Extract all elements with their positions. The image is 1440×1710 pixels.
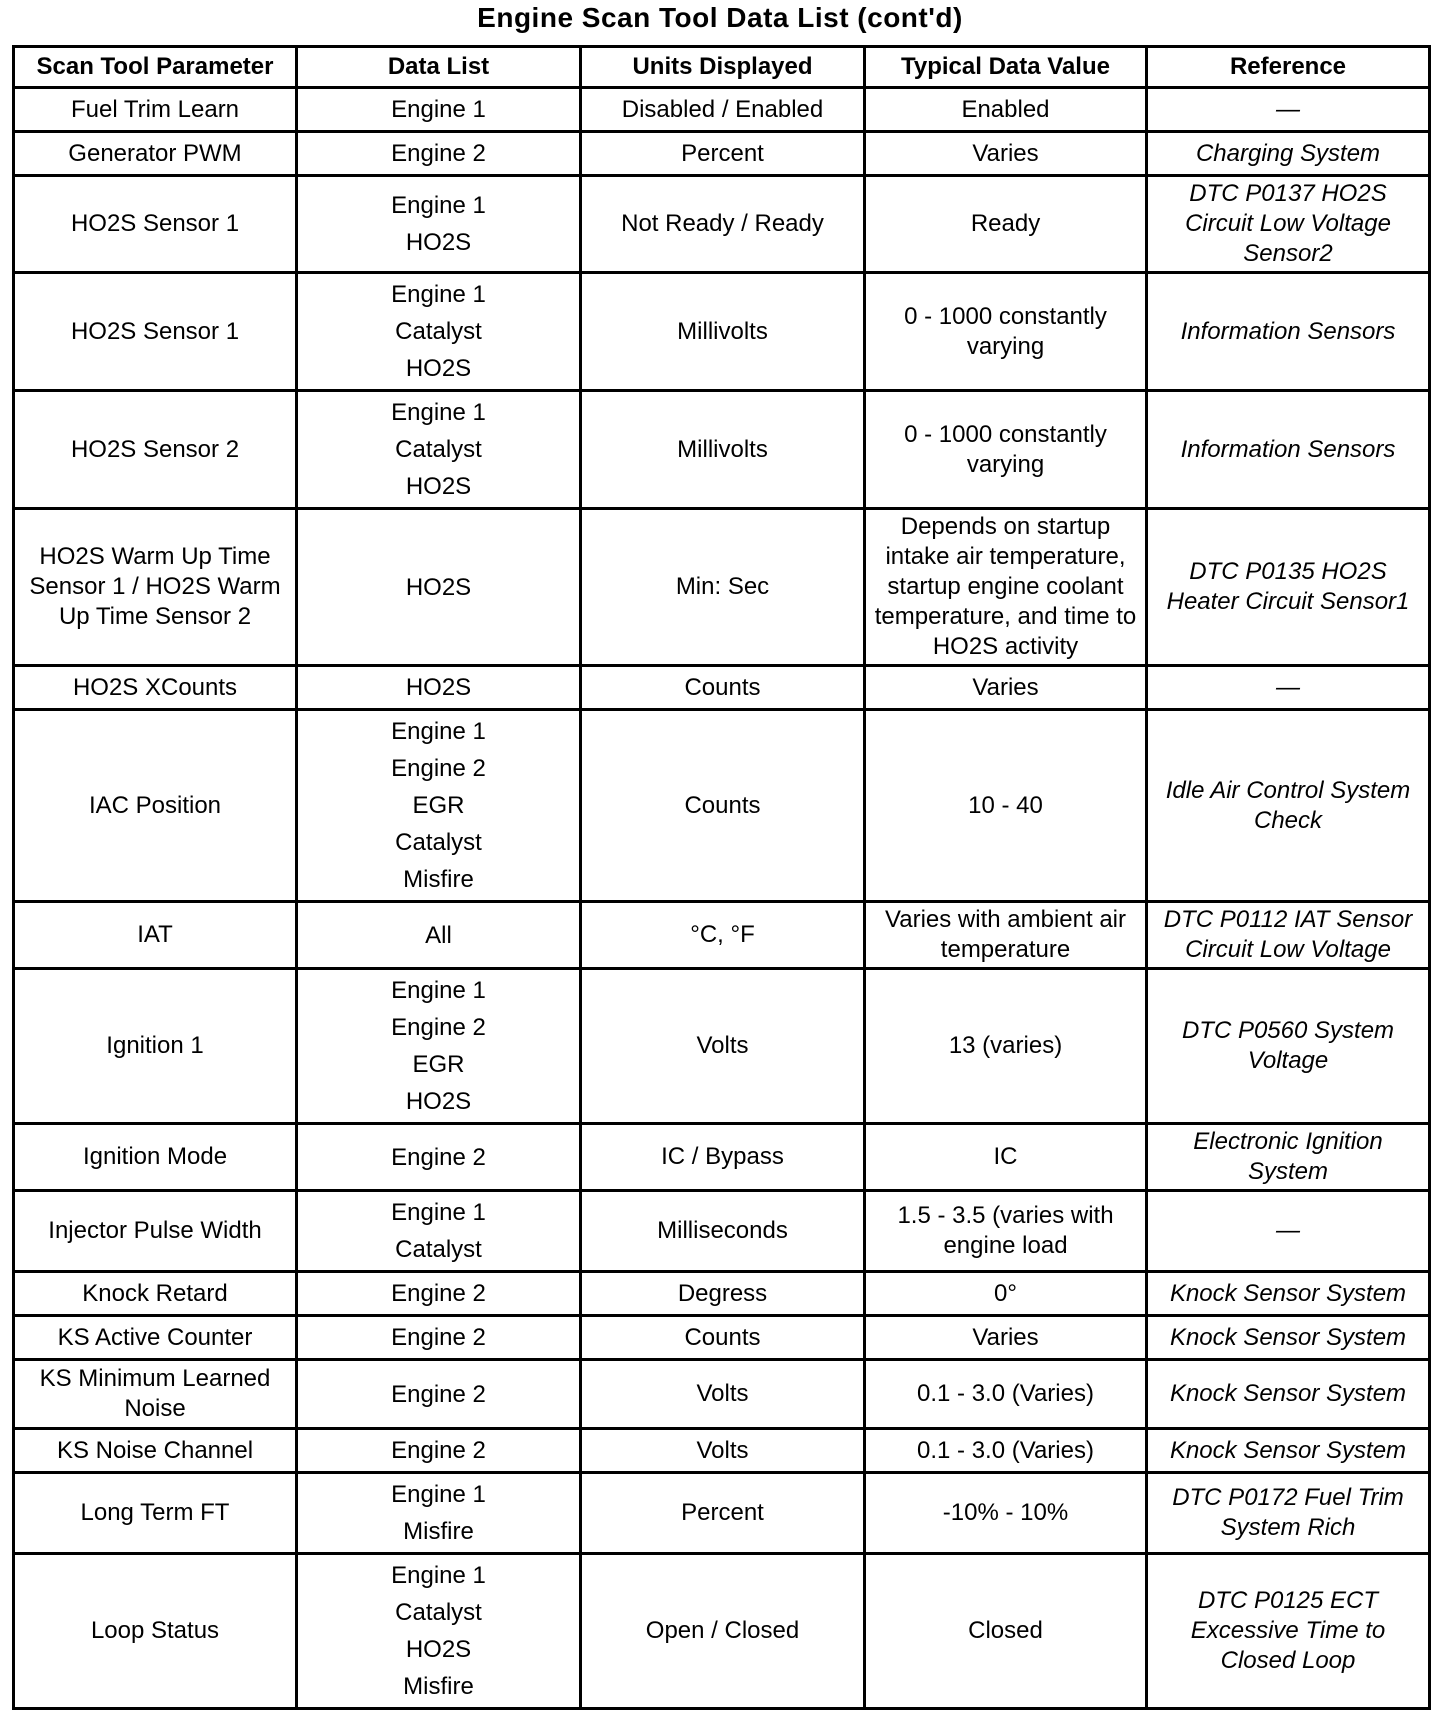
- typical-value-cell: 0.1 - 3.0 (Varies): [865, 1429, 1147, 1473]
- param-cell: Ignition 1: [14, 969, 297, 1124]
- units-cell: Degress: [581, 1272, 865, 1316]
- reference-cell: Knock Sensor System: [1147, 1272, 1430, 1316]
- units-cell: Volts: [581, 1429, 865, 1473]
- table-row: [14, 1554, 1430, 1709]
- param-cell: HO2S Sensor 1: [14, 273, 297, 391]
- param-cell: HO2S Sensor 1: [14, 176, 297, 273]
- units-cell: Min: Sec: [581, 509, 865, 666]
- reference-cell: —: [1147, 1191, 1430, 1272]
- typical-value-cell: 0.1 - 3.0 (Varies): [865, 1360, 1147, 1429]
- data-list-entry: All: [425, 921, 452, 949]
- reference-cell: Information Sensors: [1147, 273, 1430, 391]
- reference-cell: DTC P0560 System Voltage: [1147, 969, 1430, 1124]
- data-list-entry: Engine 1: [391, 1481, 486, 1508]
- reference-cell: Knock Sensor System: [1147, 1429, 1430, 1473]
- data-list-cell: [297, 391, 581, 509]
- data-list-entry: HO2S: [405, 355, 472, 382]
- data-list-entry: HO2S: [405, 674, 472, 701]
- data-list-entry: Engine 2: [391, 1143, 486, 1171]
- param-cell: IAC Position: [14, 710, 297, 902]
- header-typical-data-value: Typical Data Value: [865, 47, 1147, 88]
- data-list-entry: Engine 2: [391, 755, 486, 782]
- data-list-entry: Engine 1: [391, 1562, 486, 1589]
- data-list-entry: Catalyst: [395, 436, 482, 463]
- data-list-entry: Engine 1: [391, 977, 486, 1004]
- typical-value-cell: 13 (varies): [865, 969, 1147, 1124]
- units-cell: Counts: [581, 1316, 865, 1360]
- table-row: [14, 1191, 1430, 1272]
- param-cell: KS Active Counter: [14, 1316, 297, 1360]
- header-scan-tool-parameter: Scan Tool Parameter: [14, 47, 297, 88]
- table-row: [14, 1124, 1430, 1191]
- units-cell: Percent: [581, 132, 865, 176]
- table-body: [14, 88, 1430, 1709]
- table-row: [14, 273, 1430, 391]
- param-cell: Generator PWM: [14, 132, 297, 176]
- data-list-entry: Engine 1: [391, 192, 486, 219]
- data-list-entry: Engine 2: [391, 1280, 486, 1307]
- data-list-entry: Engine 2: [391, 1437, 486, 1464]
- units-cell: Volts: [581, 1360, 865, 1429]
- param-cell: HO2S Warm Up Time Sensor 1 / HO2S Warm Up Time Sensor 2: [14, 509, 297, 666]
- reference-cell: Information Sensors: [1147, 391, 1430, 509]
- data-list-cell: [297, 273, 581, 391]
- param-cell: Knock Retard: [14, 1272, 297, 1316]
- data-list-entry: HO2S: [405, 1088, 472, 1115]
- param-cell: Loop Status: [14, 1554, 297, 1709]
- typical-value-cell: 0 - 1000 constantly varying: [865, 273, 1147, 391]
- scan-tool-data-table: [12, 45, 1431, 1710]
- data-list-entry: EGR: [412, 792, 465, 819]
- data-list-cell: [297, 1473, 581, 1554]
- data-list-entry: Engine 2: [391, 1324, 486, 1351]
- data-list-cell: [297, 1429, 581, 1473]
- param-cell: Long Term FT: [14, 1473, 297, 1554]
- data-list-cell: [297, 969, 581, 1124]
- data-list-entry: HO2S: [405, 473, 472, 500]
- data-list-entry: Engine 1: [391, 718, 486, 745]
- page-title: Engine Scan Tool Data List (cont'd): [477, 2, 963, 33]
- typical-value-cell: Depends on startup intake air temperature, startup engine coolant temperature, and time to HO2S activity: [865, 509, 1147, 666]
- reference-cell: Idle Air Control System Check: [1147, 710, 1430, 902]
- data-list-entry: HO2S: [405, 573, 472, 601]
- table-row: [14, 666, 1430, 710]
- typical-value-cell: Varies: [865, 666, 1147, 710]
- data-list-entry: Engine 1: [391, 96, 486, 123]
- param-cell: IAT: [14, 902, 297, 969]
- units-cell: Open / Closed: [581, 1554, 865, 1709]
- units-cell: Not Ready / Ready: [581, 176, 865, 273]
- units-cell: Millivolts: [581, 273, 865, 391]
- data-list-entry: EGR: [412, 1051, 465, 1078]
- header-units-displayed: Units Displayed: [581, 47, 865, 88]
- table-row: [14, 969, 1430, 1124]
- param-cell: Fuel Trim Learn: [14, 88, 297, 132]
- reference-cell: —: [1147, 88, 1430, 132]
- units-cell: Disabled / Enabled: [581, 88, 865, 132]
- reference-cell: DTC P0135 HO2S Heater Circuit Sensor1: [1147, 509, 1430, 666]
- data-list-entry: Catalyst: [395, 318, 482, 345]
- param-cell: KS Minimum Learned Noise: [14, 1360, 297, 1429]
- param-cell: Ignition Mode: [14, 1124, 297, 1191]
- data-list-cell: [297, 1554, 581, 1709]
- table-row: [14, 1272, 1430, 1316]
- data-list-entry: Engine 2: [391, 140, 486, 167]
- table-row: [14, 1360, 1430, 1429]
- data-list-cell: [297, 1191, 581, 1272]
- header-data-list: Data List: [297, 47, 581, 88]
- typical-value-cell: Enabled: [865, 88, 1147, 132]
- typical-value-cell: IC: [865, 1124, 1147, 1191]
- data-list-entry: Engine 2: [391, 1380, 486, 1408]
- reference-cell: DTC P0112 IAT Sensor Circuit Low Voltage: [1147, 902, 1430, 969]
- units-cell: Counts: [581, 666, 865, 710]
- data-list-entry: Engine 2: [391, 1014, 486, 1041]
- reference-cell: Knock Sensor System: [1147, 1316, 1430, 1360]
- units-cell: Volts: [581, 969, 865, 1124]
- typical-value-cell: Varies with ambient air temperature: [865, 902, 1147, 969]
- typical-value-cell: 10 - 40: [865, 710, 1147, 902]
- header-row: [14, 47, 1430, 88]
- typical-value-cell: 0 - 1000 constantly varying: [865, 391, 1147, 509]
- typical-value-cell: 1.5 - 3.5 (varies with engine load: [865, 1191, 1147, 1272]
- data-list-cell: [297, 1124, 581, 1191]
- data-list-cell: [297, 88, 581, 132]
- reference-cell: Electronic Ignition System: [1147, 1124, 1430, 1191]
- data-list-cell: [297, 509, 581, 666]
- param-cell: HO2S Sensor 2: [14, 391, 297, 509]
- units-cell: Millivolts: [581, 391, 865, 509]
- header-reference: Reference: [1147, 47, 1430, 88]
- units-cell: Counts: [581, 710, 865, 902]
- param-cell: HO2S XCounts: [14, 666, 297, 710]
- data-list-entry: Catalyst: [395, 829, 482, 856]
- typical-value-cell: -10% - 10%: [865, 1473, 1147, 1554]
- table-row: [14, 902, 1430, 969]
- typical-value-cell: Ready: [865, 176, 1147, 273]
- param-cell: Injector Pulse Width: [14, 1191, 297, 1272]
- data-list-cell: [297, 1316, 581, 1360]
- data-list-entry: HO2S: [405, 229, 472, 256]
- data-list-entry: HO2S: [405, 1636, 472, 1663]
- data-list-cell: [297, 902, 581, 969]
- typical-value-cell: Closed: [865, 1554, 1147, 1709]
- units-cell: Percent: [581, 1473, 865, 1554]
- data-list-cell: [297, 1272, 581, 1316]
- data-list-cell: [297, 666, 581, 710]
- units-cell: Milliseconds: [581, 1191, 865, 1272]
- data-list-entry: Catalyst: [395, 1236, 482, 1263]
- table-row: [14, 132, 1430, 176]
- data-list-entry: Misfire: [403, 866, 474, 893]
- typical-value-cell: 0°: [865, 1272, 1147, 1316]
- table-row: [14, 1316, 1430, 1360]
- reference-cell: Charging System: [1147, 132, 1430, 176]
- reference-cell: —: [1147, 666, 1430, 710]
- table-row: [14, 1429, 1430, 1473]
- units-cell: IC / Bypass: [581, 1124, 865, 1191]
- data-list-entry: Misfire: [403, 1518, 474, 1545]
- data-list-cell: [297, 176, 581, 273]
- reference-cell: Knock Sensor System: [1147, 1360, 1430, 1429]
- units-cell: °C, °F: [581, 902, 865, 969]
- table-row: [14, 1473, 1430, 1554]
- param-cell: KS Noise Channel: [14, 1429, 297, 1473]
- data-list-entry: Engine 1: [391, 281, 486, 308]
- reference-cell: DTC P0172 Fuel Trim System Rich: [1147, 1473, 1430, 1554]
- data-list-cell: [297, 132, 581, 176]
- data-list-entry: Catalyst: [395, 1599, 482, 1626]
- table-row: [14, 391, 1430, 509]
- typical-value-cell: Varies: [865, 132, 1147, 176]
- data-list-cell: [297, 1360, 581, 1429]
- data-list-entry: Engine 1: [391, 1199, 486, 1226]
- typical-value-cell: Varies: [865, 1316, 1147, 1360]
- table-row: [14, 509, 1430, 666]
- data-list-entry: Misfire: [403, 1673, 474, 1700]
- reference-cell: DTC P0137 HO2S Circuit Low Voltage Sensor2: [1147, 176, 1430, 273]
- data-list-cell: [297, 710, 581, 902]
- table-row: [14, 710, 1430, 902]
- table-row: [14, 176, 1430, 273]
- reference-cell: DTC P0125 ECT Excessive Time to Closed Loop: [1147, 1554, 1430, 1709]
- data-list-entry: Engine 1: [391, 399, 486, 426]
- table-row: [14, 88, 1430, 132]
